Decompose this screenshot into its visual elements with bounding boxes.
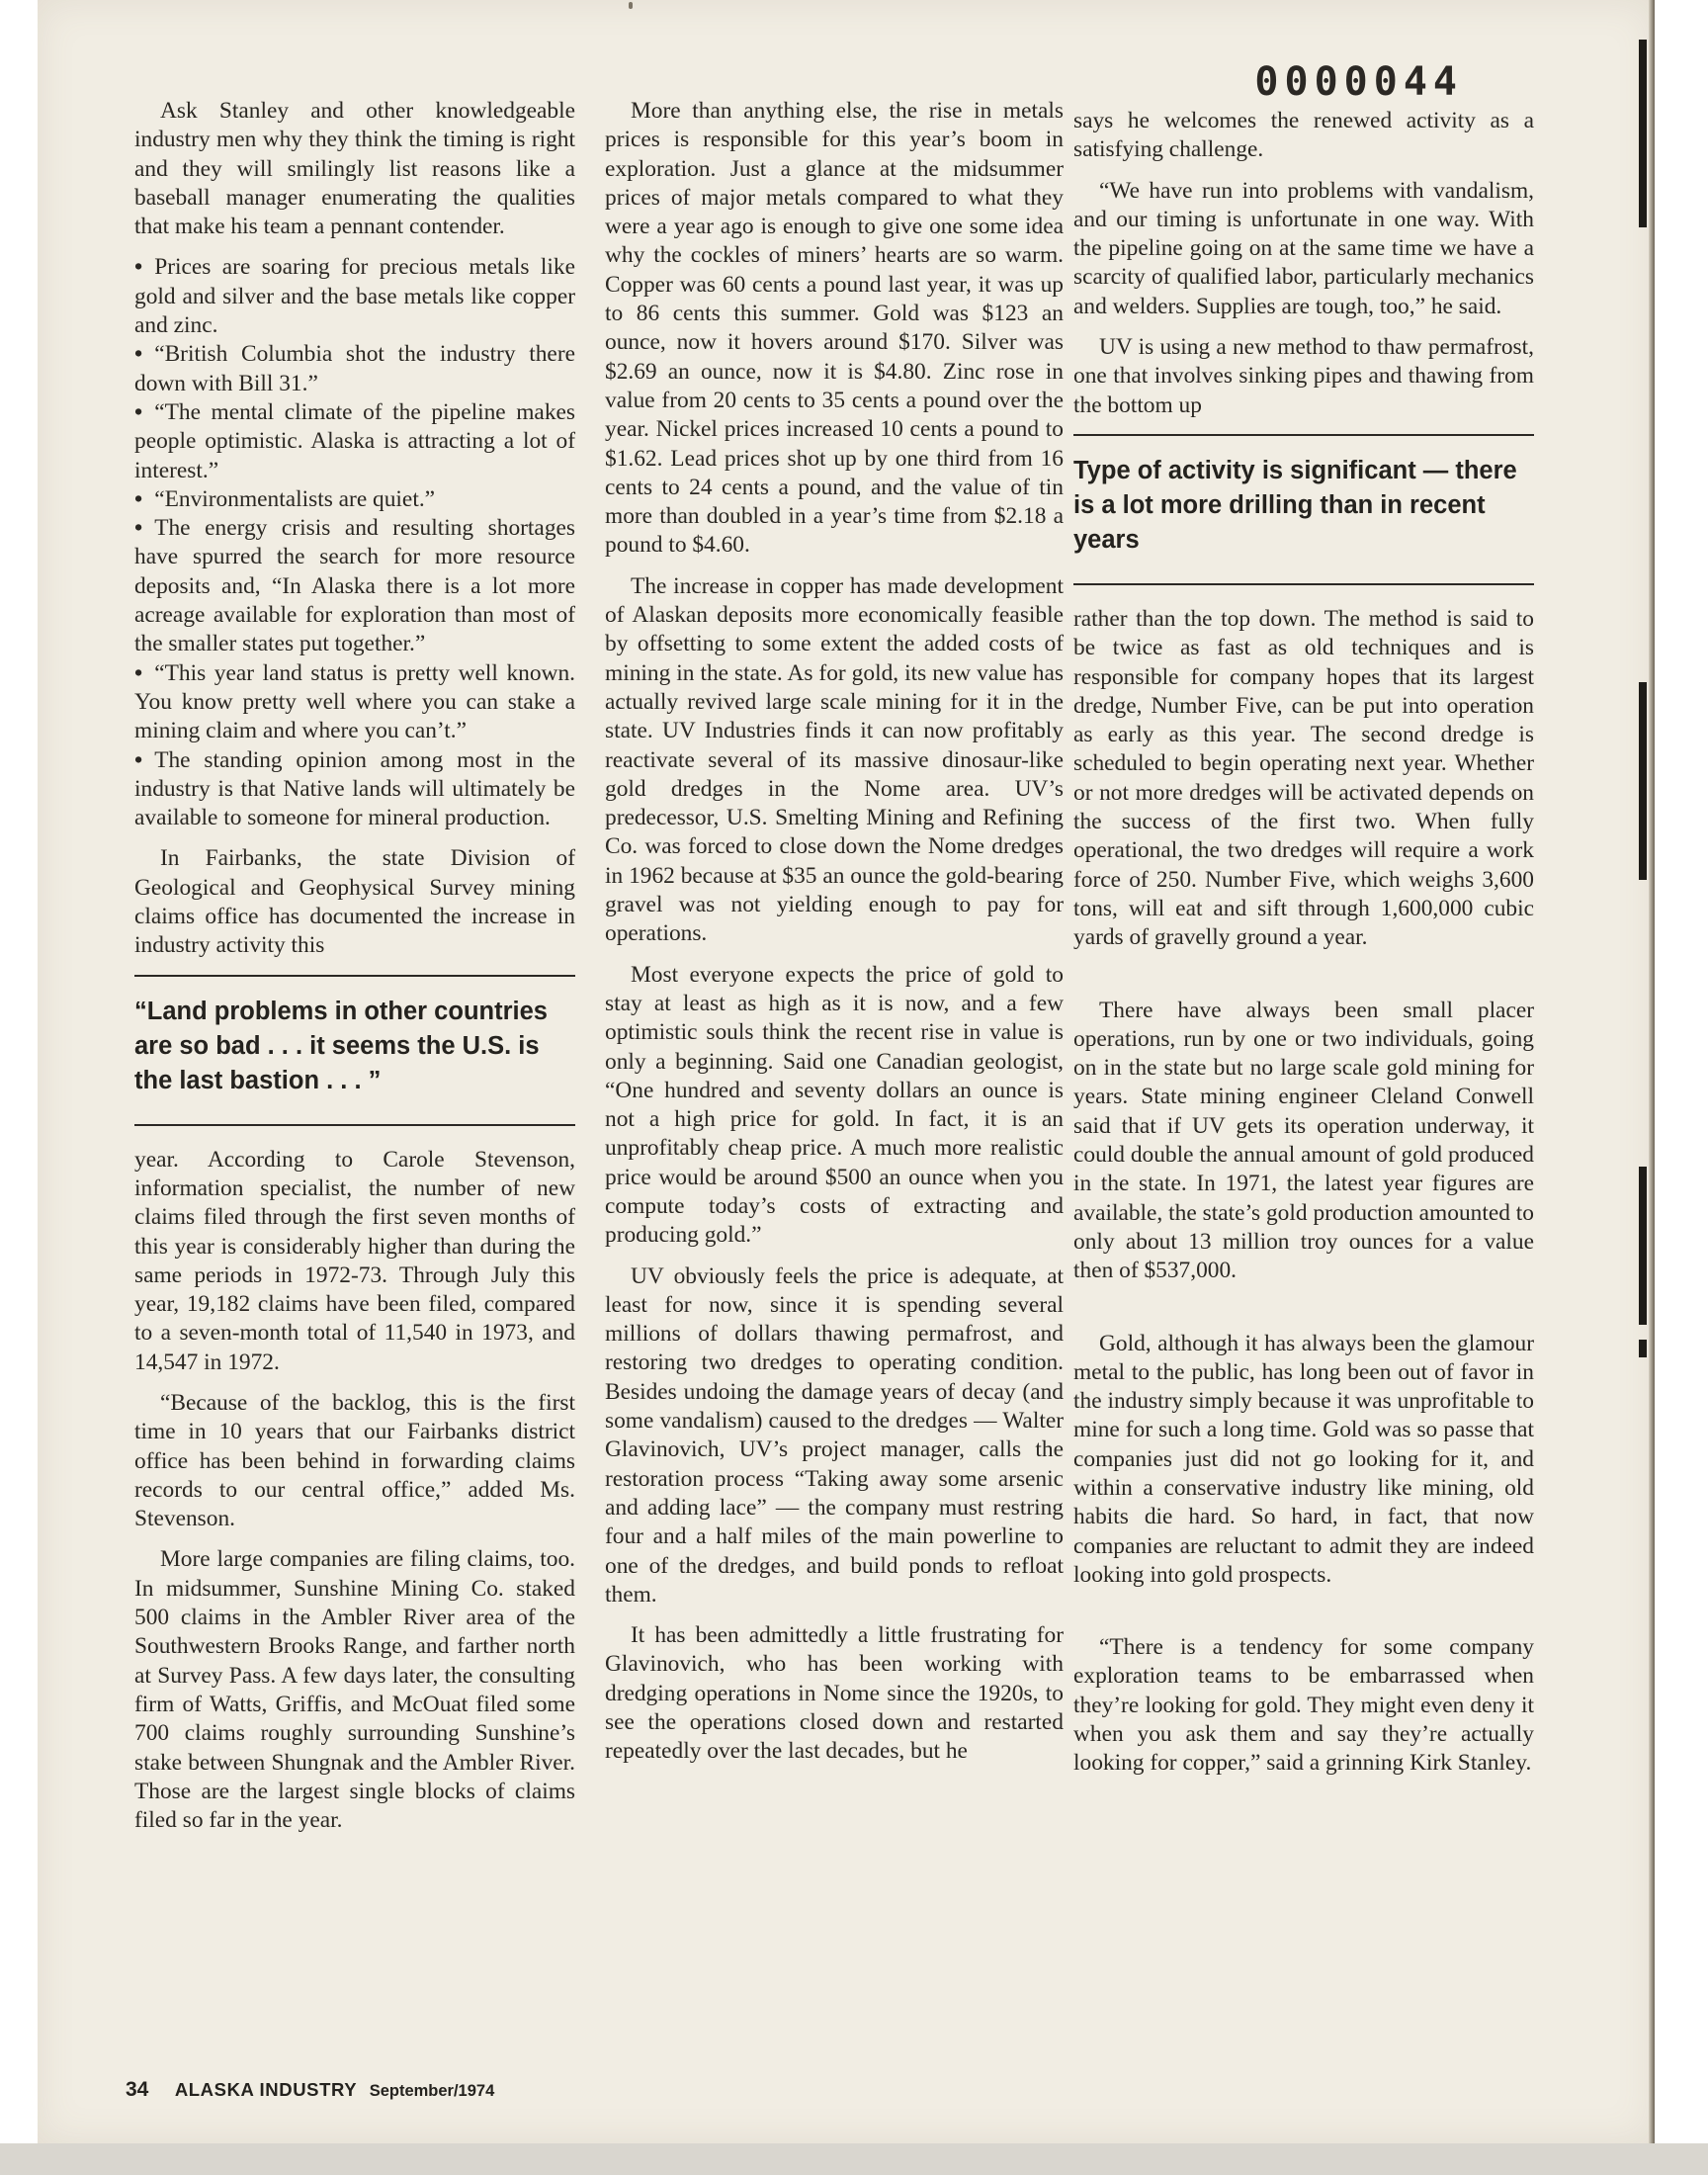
paragraph: “Because of the backlog, this is the first time in 10 years that our Fairbanks district office has been behind in forwarding claims records to our central office,” added Ms. Stevenson. [134,1389,575,1532]
page-footer [126,2078,494,2102]
scan-edge-mark [1639,682,1647,880]
article-column-2 [605,97,1064,1779]
page-right-edge [1649,0,1655,2143]
list-item: • “The mental climate of the pipeline makes people optimistic. Alaska is attracting a lot of interest.” [134,398,575,485]
article-column-1 [134,97,575,1847]
page-id-stamp: 0000044 [1254,59,1463,105]
paragraph: UV is using a new method to thaw permafrost, one that involves sinking pipes and thawing from the bottom up [1073,334,1534,418]
paragraph: More than anything else, the rise in metals prices is responsible for this year’s boom in exploration. Just a glance at the midsummer prices of major metals compared to what they were a year ago is enough to give one some idea why the cockles of miners’ hearts are so warm. Copper was 60 cents a pound last year, it was up to 86 cents this summer. Gold was $123 an ounce, now it hovers around $170. Silver was $2.69 an ounce, now it is $4.80. Zinc rose in value from 20 cents to 35 cents a pound over the year. Nickel prices increased 10 cents a pound to $1.62. Lead prices shot up by one third from 16 cents to 24 cents a pound, and the value of tin more than doubled in a year’s time from $2.18 a pound to $4.60. [605,98,1064,559]
list-item: • The energy crisis and resulting shortages have spurred the search for more resource deposits and, “In Alaska there is a lot more acreage available for exploration than most of the smaller states put together.” [134,514,575,658]
paragraph: Gold, although it has always been the glamour metal to the public, has long been out of favor in the industry simply because it was unprofitable to mine for such a long time. Gold was so passe that companies just did not go looking for it, and within a conservative industry like mining, old habits die hard. So hard, in fact, that now companies are reluctant to admit they are indeed looking into gold prospects. [1073,1330,1534,1588]
scan-edge-mark [1639,40,1647,227]
publication-name: ALASKA INDUSTRY [174,2079,358,2100]
paragraph: says he welcomes the renewed activity as a satisfying challenge. [1073,108,1534,163]
article-column-3 [1073,107,1534,1790]
paragraph: “There is a tendency for some company exploration teams to be embarrassed when they’re looking for gold. They might even deny it when you ask them and say they’re actually looking for copper,” said a grinning Kirk Stanley. [1073,1634,1534,1777]
list-item: • “This year land status is pretty well known. You know pretty well where you can stake a mining claim and where you can’t.” [134,659,575,746]
paragraph: Most everyone expects the price of gold to stay at least as high as it is now, and a few optimistic souls think the recent rise in value is only a beginning. Said one Canadian geologist, “One hundred and seventy dollars an ounce is not a high price for gold. In fact, it is an unprofitably cheap price. A much more realistic price would be around $500 an ounce when you compute today’s costs of extracting and producing gold.” [605,961,1064,1249]
paragraph: It has been admittedly a little frustrating for Glavinovich, who has been working with dredging operations in Nome since the 1920s, to see the operations closed down and restarted repeatedly over the last decades, but he [605,1622,1064,1765]
paragraph: UV obviously feels the price is adequate, at least for now, since it is spending several millions of dollars thawing permafrost, and restoring two dredges to operating condition. Besides undoing the damage years of decay (and some vandalism) caused to the dredges — Walter Glavinovich, UV’s project manager, calls the restoration process “Taking away some arsenic and adding lace” — the company must restring four and a half miles of the main powerline to one of the dredges, and build ponds to refloat them. [605,1262,1064,1608]
list-item: • “Environmentalists are quiet.” [134,485,575,514]
paragraph: More large companies are filing claims, too. In midsummer, Sunshine Mining Co. staked 500 claims in the Ambler River area of the Southwestern Brooks Range, and farther north at Survey Pass. A few days later, the consulting firm of Watts, Griffis, and McOuat filed some 700 claims roughly surrounding Sunshine’s stake between Shungnak and the Ambler River. Those are the largest single blocks of claims filed so far in the year. [134,1546,575,1834]
scan-speck [629,2,633,9]
pull-quote-land-problems [134,975,575,1126]
list-item: • “British Columbia shot the industry there down with Bill 31.” [134,340,575,398]
issue-date: September/1974 [369,2082,495,2100]
paragraph: rather than the top down. The method is said to be twice as fast as old techniques and is responsible for company hopes that its largest dredge, Number Five, can be put into operation as early as this year. The second dredge is scheduled to begin operating next year. Whether or not more dredges will be activated depends on the success of the first two. When fully operational, the two dredges will require a work force of 250. Number Five, which weighs 3,600 tons, will eat and sift through 1,600,000 cubic yards of gravelly ground a year. [1073,605,1534,951]
pull-quote-text: “Land problems in other countries are so bad . . . it seems the U.S. is the last bastion . . . ” [134,997,548,1094]
paragraph: year. According to Carole Stevenson, information specialist, the number of new claims filed through the first seven months of this year is considerably higher than during the same periods in 1972-73. Through July this year, 19,182 claims have been filed, compared to a seven-month total of 11,540 in 1973, and 14,547 in 1972. [134,1146,575,1375]
paragraph: “We have run into problems with vandalism, and our timing is unfortunate in one way. With the pipeline going on at the same time we have a scarcity of qualified labor, particularly mechanics and welders. Supplies are tough, too,” he said. [1073,177,1534,319]
page-number: 34 [126,2078,149,2101]
reasons-list [134,253,575,832]
pull-quote-text: Type of activity is significant — there is a lot more drilling than in recent years [1073,456,1517,554]
list-item: • The standing opinion among most in the industry is that Native lands will ultimately be available to someone for mineral production. [134,746,575,833]
paragraph: In Fairbanks, the state Division of Geological and Geophysical Survey mining claims office has documented the increase in industry activity this [134,845,575,959]
paragraph: Ask Stanley and other knowledgeable industry men why they think the timing is right and they will smilingly list reasons like a baseball manager enumerating the qualities that make his team a pennant contender. [134,98,575,240]
scan-edge-mark [1639,1167,1647,1325]
list-item: • Prices are soaring for precious metals like gold and silver and the base metals like copper and zinc. [134,253,575,340]
paragraph: The increase in copper has made development of Alaskan deposits more economically feasible by offsetting to some extent the added costs of mining in the state. As for gold, its new value has actually revived large scale mining for it in the state. UV Industries finds it can now profitably reactivate several of its massive dinosaur-like gold dredges in the Nome area. UV’s predecessor, U.S. Smelting Mining and Refining Co. was forced to close down the Nome dredges in 1962 because at $35 an ounce the gold-bearing gravel was not yielding enough to pay for operations. [605,572,1064,947]
paragraph: There have always been small placer operations, run by one or two individuals, going on in the state but no large scale gold mining for years. State mining engineer Cleland Conwell said that if UV gets its operation underway, it could double the annual amount of gold produced in the state. In 1971, the latest year figures are available, the state’s gold production amounted to only about 13 million troy ounces for a value then of $537,000. [1073,997,1534,1284]
scan-bottom-band [0,2143,1708,2175]
scan-edge-mark [1639,1340,1647,1357]
pull-quote-drilling [1073,434,1534,585]
